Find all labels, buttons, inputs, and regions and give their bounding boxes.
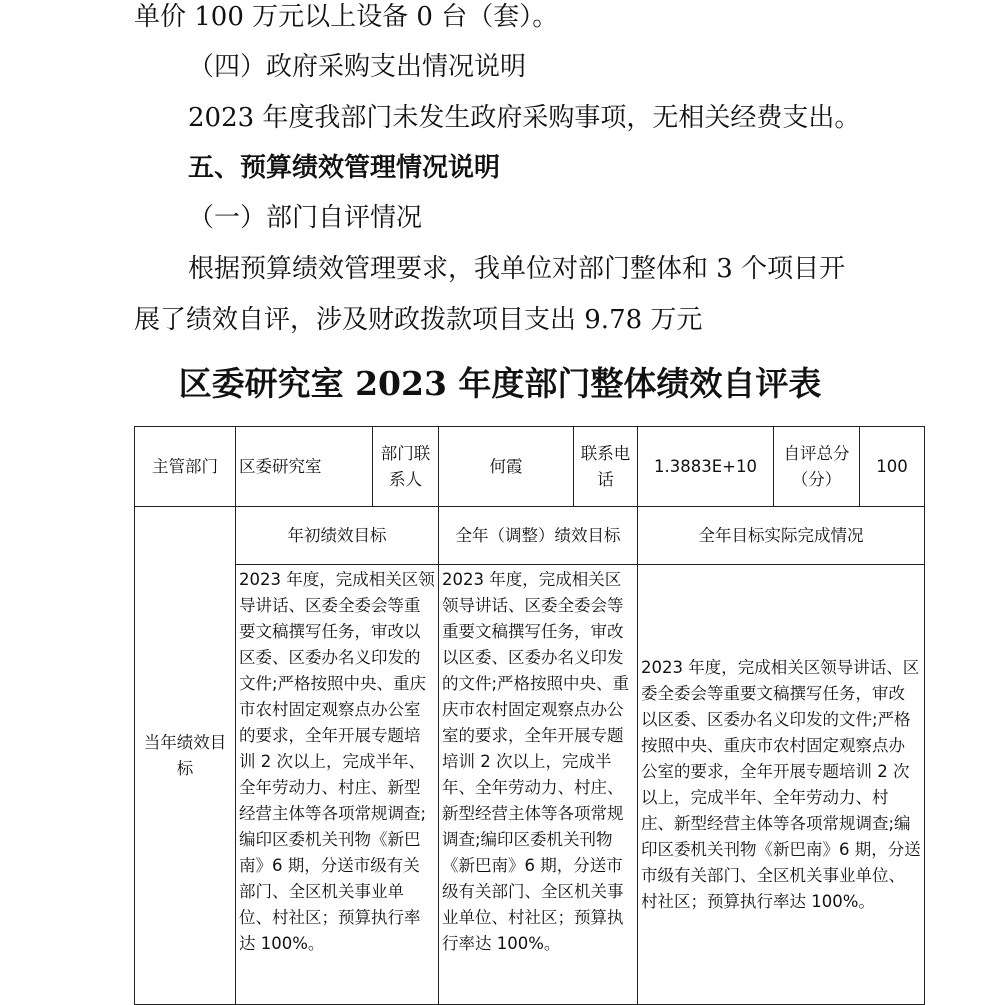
goals-label-cell: 当年绩效目标 (135, 507, 236, 1005)
table-row-column-headers (135, 507, 925, 565)
heading-procurement: （四）政府采购支出情况说明 (188, 52, 527, 82)
phone-label-cell: 联系电话 (574, 427, 638, 507)
paragraph-procurement: 2023 年度我部门未发生政府采购事项，无相关经费支出。 (188, 103, 861, 133)
paragraph-equipment: 单价 100 万元以上设备 0 台（套）。 (134, 2, 559, 32)
table-row-header (135, 427, 925, 507)
table-title: 区委研究室 2023 年度部门整体绩效自评表 (178, 364, 822, 403)
paragraph-self-evaluation-line1: 根据预算绩效管理要求，我单位对部门整体和 3 个项目开 (188, 254, 846, 284)
table-row-goals (135, 565, 925, 1005)
col-adjusted-header: 全年（调整）绩效目标 (439, 507, 638, 565)
heading-self-evaluation: （一）部门自评情况 (188, 203, 423, 233)
score-value-cell: 100 (860, 427, 925, 507)
paragraph-self-evaluation-line2: 展了绩效自评，涉及财政拨款项目支出 9.78 万元 (134, 305, 703, 335)
dept-label-cell: 主管部门 (135, 427, 236, 507)
col-initial-header: 年初绩效目标 (236, 507, 439, 565)
contact-label-cell: 部门联系人 (373, 427, 439, 507)
actual-completion-text: 2023 年度，完成相关区领导讲话、区委全委会等重要文稿撰写任务，审改以区委、区委办名义印发的文件;严格按照中央、重庆市农村固定观察点办公室的要求，全年开展专题培训 2 次以上，完成半年、全年劳动力、村庄、新型经营主体等各项常规调查;编印区委机关刊物《新巴南》6 期，分送市级有关部门、全区机关事业单位、村社区；预算执行率达 100%。 (638, 565, 925, 1005)
initial-goal-text: 2023 年度，完成相关区领导讲话、区委全委会等重要文稿撰写任务，审改以区委、区委办名义印发的文件;严格按照中央、重庆市农村固定观察点办公室的要求，全年开展专题培训 2 次以上，完成半年、全年劳动力、村庄、新型经营主体等各项常规调查;编印区委机关刊物《新巴南》6 期，分送市级有关部门、全区机关事业单位、村社区；预算执行率达 100%。 (236, 565, 439, 1005)
score-label-cell: 自评总分（分） (774, 427, 860, 507)
dept-value-cell: 区委研究室 (236, 427, 373, 507)
contact-value-cell: 何霞 (439, 427, 574, 507)
heading-performance: 五、预算绩效管理情况说明 (188, 153, 501, 183)
col-actual-header: 全年目标实际完成情况 (638, 507, 925, 565)
adjusted-goal-text: 2023 年度，完成相关区领导讲话、区委全委会等重要文稿撰写任务，审改以区委、区委办名义印发的文件;严格按照中央、重庆市农村固定观察点办公室的要求，全年开展专题培训 2 次以上，完成半年、全年劳动力、村庄、新型经营主体等各项常规调查;编印区委机关刊物《新巴南》6 期，分送市级有关部门、全区机关事业单位、村社区；预算执行率达 100%。 (439, 565, 638, 1005)
performance-table (134, 426, 925, 1005)
phone-value-cell: 1.3883E+10 (638, 427, 774, 507)
